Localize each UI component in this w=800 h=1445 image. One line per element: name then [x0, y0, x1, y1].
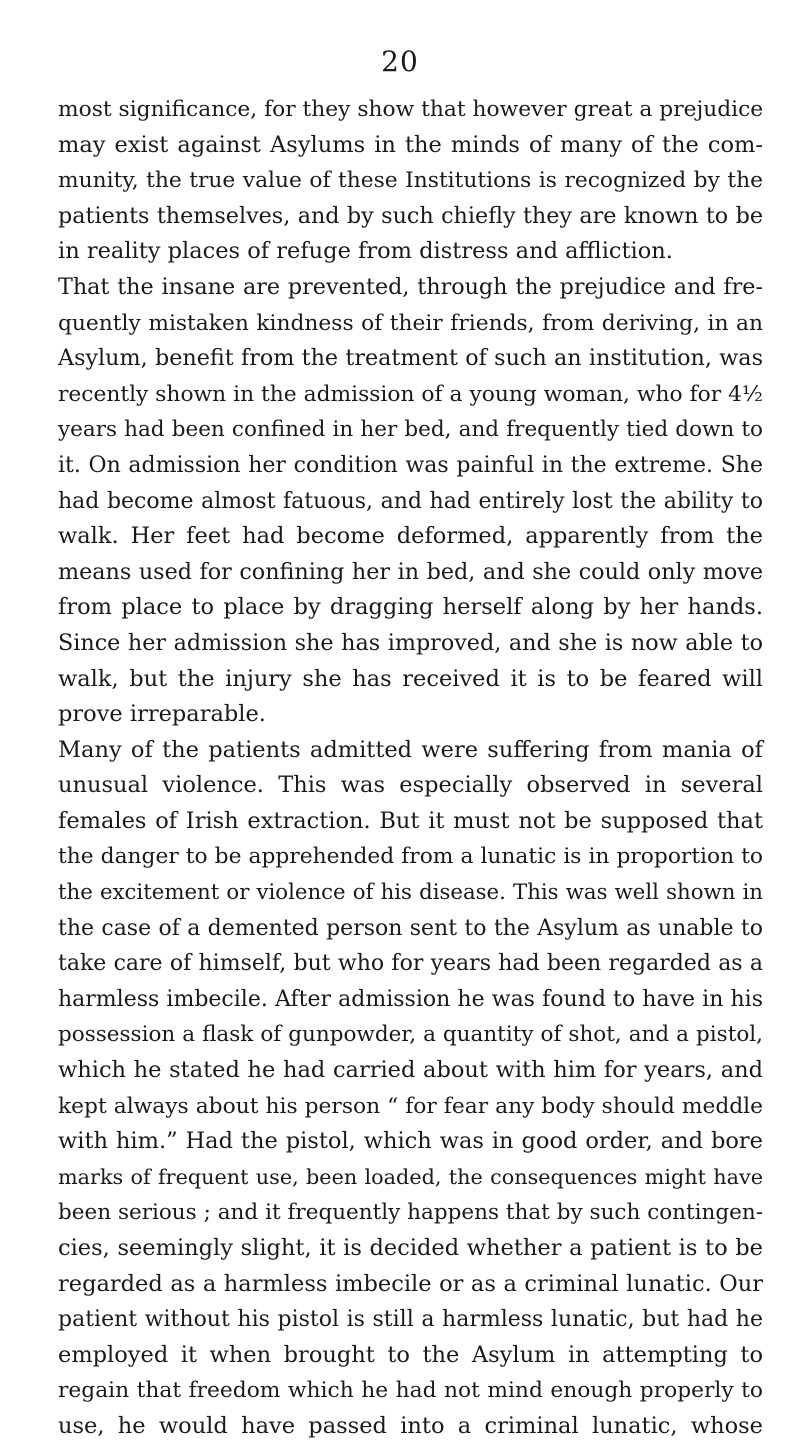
text-line: means used for confining her in bed, and she could only move: [58, 558, 763, 585]
text-line: use, he would have passed into a criminal lunatic, whose: [58, 1412, 763, 1439]
text-line: marks of frequent use, been loaded, the consequences might have: [58, 1164, 763, 1189]
text-line: the danger to be apprehended from a lunatic is in proportion to: [58, 844, 763, 870]
text-line: walk, but the injury she has received it is to be feared will: [58, 665, 763, 692]
text-line: Since her admission she has improved, and she is now able to: [58, 629, 763, 656]
text-line: cies, seemingly slight, it is decided whether a patient is to be: [58, 1235, 763, 1261]
text-line: most significance, for they show that however great a prejudice: [58, 97, 764, 122]
text-line: possession a flask of gunpowder, a quantity of shot, and a pistol,: [58, 1022, 763, 1048]
text-line: it. On admission her condition was painful in the extreme. She: [58, 452, 763, 478]
text-line: females of Irish extraction. But it must not be supposed that: [58, 807, 763, 834]
text-line: may exist against Asylums in the minds of many of the com-: [58, 131, 763, 158]
text-line: quently mistaken kindness of their friends, from deriving, in an: [58, 310, 763, 336]
text-line: regain that freedom which he had not mind enough properly to: [58, 1378, 763, 1404]
text-line: which he stated he had carried about with him for years, and: [58, 1057, 763, 1084]
text-line: had become almost fatuous, and had entirely lost the ability to: [58, 488, 763, 514]
text-line: the excitement or violence of his disease. This was well shown in: [58, 880, 763, 906]
text-line: from place to place by dragging herself along by her hands.: [58, 594, 763, 621]
text-line: patient without his pistol is still a harmless lunatic, but had he: [58, 1307, 763, 1333]
text-line: with him.” Had the pistol, which was in good order, and bore: [58, 1128, 763, 1155]
text-line: unusual violence. This was especially observed in several: [58, 772, 763, 799]
text-line: been serious ; and it frequently happens that by such contingen-: [58, 1200, 763, 1226]
text-line: take care of himself, but who for years had been regarded as a: [58, 951, 763, 977]
text-line: in reality places of refuge from distress and affliction.: [58, 238, 673, 265]
text-line: employed it when brought to the Asylum in attempting to: [58, 1341, 763, 1368]
text-line: kept always about his person “ for fear any body should meddle: [58, 1093, 763, 1119]
text-line: years had been confined in her bed, and frequently tied down to: [58, 417, 763, 443]
text-line: recently shown in the admission of a young woman, who for 4½: [58, 381, 763, 407]
text-line: the case of a demented person sent to the Asylum as unable to: [58, 915, 763, 941]
text-line: prove irreparable.: [58, 701, 266, 728]
text-line: That the insane are prevented, through the prejudice and fre-: [58, 273, 763, 300]
text-line: munity, the true value of these Institutions is recognized by the: [58, 168, 763, 194]
page-number: 20: [381, 45, 419, 78]
text-line: walk. Her feet had become deformed, apparently from the: [58, 523, 763, 550]
body-text: [58, 92, 763, 1445]
text-line: Asylum, benefit from the treatment of such an institution, was: [58, 345, 763, 372]
text-line: Many of the patients admitted were suffering from mania of: [58, 736, 763, 763]
text-line: regarded as a harmless imbecile or as a criminal lunatic. Our: [58, 1270, 763, 1297]
text-line: patients themselves, and by such chiefly they are known to be: [58, 202, 763, 229]
text-line: harmless imbecile. After admission he was found to have in his: [58, 986, 763, 1012]
